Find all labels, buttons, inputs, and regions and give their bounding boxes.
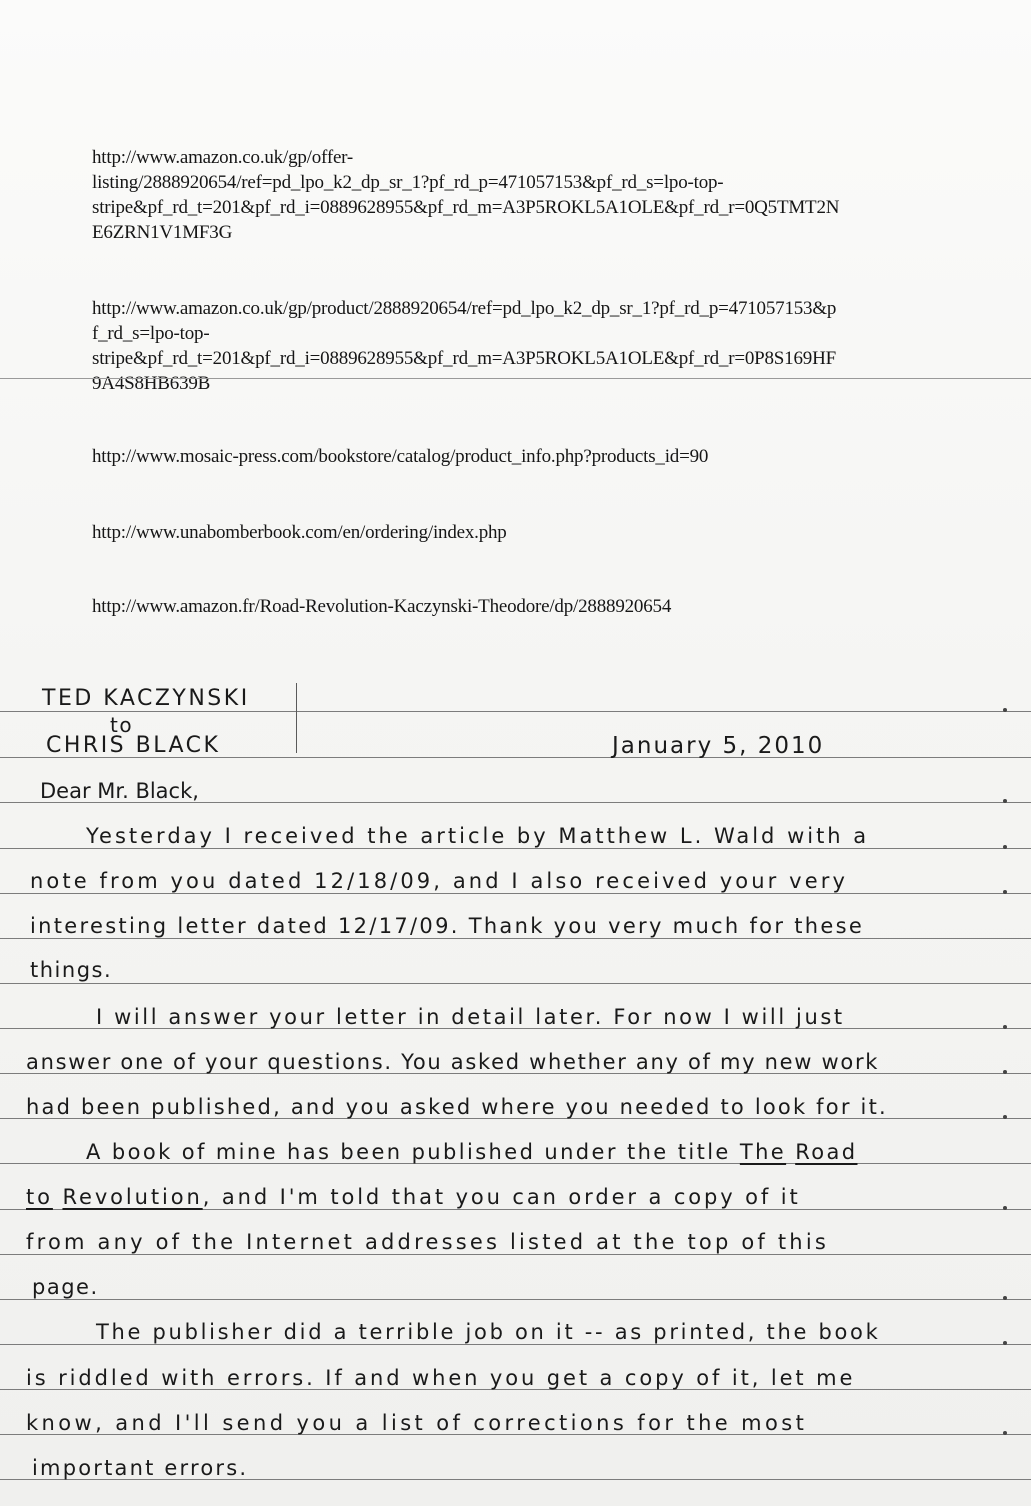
margin-dot <box>1003 1070 1007 1074</box>
ruled-line <box>0 378 1031 379</box>
margin-dot <box>1003 845 1007 849</box>
body-line: page. <box>32 1275 99 1299</box>
body-line: is riddled with errors. If and when you get a copy of it, let me <box>26 1366 856 1390</box>
url-amazon-fr <box>92 594 671 619</box>
book-title-word: Revolution <box>62 1185 203 1209</box>
url-line: http://www.mosaic-press.com/bookstore/catalog/product_info.php?products_id=90 <box>92 446 709 467</box>
recipient-name: CHRIS BLACK <box>46 733 221 758</box>
url-line: stripe&pf_rd_t=201&pf_rd_i=0889628955&pf_rd_m=A3P5ROKL5A1OLE&pf_rd_r=0Q5TMT2N <box>92 197 840 218</box>
margin-dot <box>1003 1296 1007 1300</box>
ruled-line <box>0 848 1031 849</box>
margin-dot <box>1003 1025 1007 1029</box>
ruled-line <box>0 1344 1031 1345</box>
margin-dot <box>1003 708 1007 712</box>
body-text: A book of mine has been published under the title <box>86 1140 731 1164</box>
ruled-line <box>0 893 1031 894</box>
book-title-word: to <box>26 1185 53 1209</box>
ruled-line <box>0 711 1031 712</box>
margin-dot <box>1003 799 1007 803</box>
body-line: from any of the Internet addresses listed at the top of this <box>26 1230 829 1254</box>
body-text: , and I'm told that you can order a copy of it <box>202 1185 801 1209</box>
to-word: to <box>110 713 134 737</box>
url-line: f_rd_s=lpo-top- <box>92 323 210 344</box>
url-amazon-uk-offer <box>92 145 839 245</box>
url-unabomberbook <box>92 520 507 545</box>
url-amazon-uk-product <box>92 296 836 396</box>
letter-date: January 5, 2010 <box>612 733 825 759</box>
url-line: http://www.amazon.co.uk/gp/product/2888920654/ref=pd_lpo_k2_dp_sr_1?pf_rd_p=471057153&p <box>92 298 837 319</box>
sender-name: TED KACZYNSKI <box>42 686 250 711</box>
url-line: E6ZRN1V1MF3G <box>92 222 233 243</box>
url-line: 9A4S8HB639B <box>92 373 211 394</box>
body-line: The publisher did a terrible job on it -- as printed, the book <box>96 1320 881 1344</box>
salutation: Dear Mr. Black, <box>40 779 199 803</box>
url-line: http://www.unabomberbook.com/en/ordering/index.php <box>92 522 507 543</box>
url-line: listing/2888920654/ref=pd_lpo_k2_dp_sr_1?pf_rd_p=471057153&pf_rd_s=lpo-top- <box>92 172 724 193</box>
body-line: answer one of your questions. You asked whether any of my new work <box>26 1050 880 1074</box>
body-line: had been published, and you asked where you needed to look for it. <box>26 1095 888 1119</box>
body-line: interesting letter dated 12/17/09. Thank you very much for these <box>30 914 865 938</box>
body-line: know, and I'll send you a list of corrections for the most <box>26 1411 808 1435</box>
body-line: I will answer your letter in detail later. For now I will just <box>96 1005 845 1029</box>
url-line: http://www.amazon.fr/Road-Revolution-Kaczynski-Theodore/dp/2888920654 <box>92 596 672 617</box>
margin-dot <box>1003 1431 1007 1435</box>
margin-dot <box>1003 1115 1007 1119</box>
body-line: things. <box>30 958 113 982</box>
body-line: important errors. <box>32 1456 249 1480</box>
margin-dot <box>1003 1206 1007 1210</box>
body-line: Yesterday I received the article by Matthew L. Wald with a <box>86 824 870 848</box>
body-line: note from you dated 12/18/09, and I also received your very <box>30 869 848 893</box>
body-line <box>86 1140 857 1164</box>
margin-dot <box>1003 1341 1007 1345</box>
book-title-word: The <box>739 1140 787 1164</box>
ruled-line <box>0 938 1031 939</box>
url-line: stripe&pf_rd_t=201&pf_rd_i=0889628955&pf_rd_m=A3P5ROKL5A1OLE&pf_rd_r=0P8S169HF <box>92 348 836 369</box>
header-divider <box>296 683 297 753</box>
url-line: http://www.amazon.co.uk/gp/offer- <box>92 147 354 168</box>
url-mosaic-press <box>92 444 708 469</box>
ruled-line <box>0 1209 1031 1210</box>
ruled-line <box>0 1254 1031 1255</box>
ruled-line <box>0 983 1031 984</box>
book-title-word: Road <box>795 1140 858 1164</box>
body-line <box>26 1185 801 1209</box>
margin-dot <box>1003 890 1007 894</box>
ruled-line <box>0 1299 1031 1300</box>
